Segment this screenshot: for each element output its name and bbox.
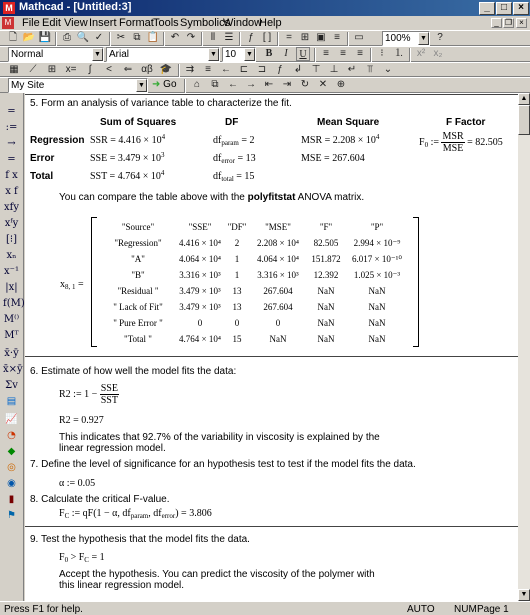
sst-exp: 4 xyxy=(160,169,165,177)
palette-cross-icon[interactable]: x̄×ȳ xyxy=(3,364,23,375)
sst-result[interactable] xyxy=(90,169,164,182)
otherwise-icon[interactable]: ⊐ xyxy=(257,64,267,75)
scroll-down-icon[interactable]: ▼ xyxy=(518,589,530,601)
r2-denominator: SST xyxy=(100,395,118,406)
formatting-toolbar xyxy=(0,46,530,62)
graph-toolbar-icon[interactable]: ⟋ xyxy=(29,64,37,75)
palette-dot-icon[interactable]: x̄·ȳ xyxy=(4,348,19,359)
break-icon[interactable]: ⊤ xyxy=(311,64,321,75)
palette-vector-field-icon[interactable]: ⚑ xyxy=(7,510,16,521)
matrix-cell-r6-c0: " Pure Error " xyxy=(113,318,163,328)
status-page: Page 1 xyxy=(477,604,509,615)
palette-inverse-icon[interactable]: x⁻¹ xyxy=(4,266,19,277)
go-label: Go xyxy=(163,79,177,90)
palette-xfy-icon[interactable]: xfy xyxy=(4,202,19,213)
df-param-sub: param xyxy=(221,139,239,147)
insert-unit-icon[interactable]: [ ] xyxy=(262,32,272,43)
palette-subscript-icon[interactable]: xₙ xyxy=(6,250,17,261)
matrix-cell-r7-c0: "Total " xyxy=(124,334,152,344)
test-subc: C xyxy=(84,556,89,564)
matrix-cell-r4-c2: 13 xyxy=(232,286,242,296)
italic-button[interactable]: I xyxy=(284,48,288,59)
compare-pre: You can compare the table above with the xyxy=(59,192,248,203)
resources-icon[interactable]: ▭ xyxy=(354,32,364,43)
font-size-select[interactable] xyxy=(222,47,256,62)
status-num: NUM xyxy=(454,604,477,615)
superscript-icon[interactable]: x² xyxy=(416,48,426,59)
status-mode: AUTO xyxy=(407,604,435,615)
save-icon[interactable]: 💾 xyxy=(38,32,52,43)
palette-polar-plot-icon[interactable]: ◔ xyxy=(7,430,16,441)
align-center-icon[interactable]: ≡ xyxy=(340,48,346,59)
matrix-cell-r6-c1: 0 xyxy=(197,318,203,328)
matrix-cell-r0-c3: "MSE" xyxy=(265,222,291,232)
font-size-value: 10 xyxy=(225,49,237,60)
compare-post: ANOVA matrix. xyxy=(295,192,365,203)
hypothesis-test[interactable] xyxy=(59,552,105,564)
spell-check-icon[interactable]: ✓ xyxy=(94,32,104,43)
menu-tools[interactable]: Tools xyxy=(153,17,179,29)
refresh-icon[interactable]: ↻ xyxy=(300,79,310,90)
palette-3d-bar-icon[interactable]: ▮ xyxy=(8,494,15,505)
palette-fx-icon[interactable]: f x xyxy=(5,170,18,181)
scroll-up-icon[interactable]: ▲ xyxy=(518,93,530,105)
standard-toolbar xyxy=(0,30,530,46)
return-icon[interactable]: ↵ xyxy=(347,64,357,75)
component-wizard-icon[interactable]: ▣ xyxy=(316,32,326,43)
df-error-result[interactable] xyxy=(213,153,256,165)
palette-contour-plot-icon[interactable]: ◎ xyxy=(7,462,16,473)
df-param-base: df xyxy=(213,135,222,146)
if-icon[interactable]: ⊏ xyxy=(239,64,249,75)
palette-equal-icon[interactable]: = xyxy=(7,106,16,117)
palette-column-icon[interactable]: M⁽⁾ xyxy=(3,314,20,325)
on-error-icon[interactable]: ⫪ xyxy=(367,64,373,75)
matrix-cell-r5-c4: NaN xyxy=(317,302,335,312)
while-icon[interactable]: ↲ xyxy=(293,64,303,75)
bullets-icon[interactable]: ⁝ xyxy=(380,48,384,59)
document-icon[interactable]: M xyxy=(2,17,14,29)
status-help: Press F1 for help. xyxy=(4,604,83,615)
f0-sub: 0 xyxy=(424,140,429,149)
copy-icon[interactable]: ⧉ xyxy=(133,32,141,43)
region-divider xyxy=(25,94,518,95)
calculus-toolbar-icon[interactable]: ∫ xyxy=(88,64,92,75)
matrix-cell-r6-c5: NaN xyxy=(368,318,386,328)
numbering-icon[interactable]: ⒈ xyxy=(394,48,404,59)
df-total-sub: total xyxy=(221,175,234,183)
test-mid: > F xyxy=(68,552,85,563)
doc-close-button[interactable]: × xyxy=(516,18,527,28)
col-f-factor: F Factor xyxy=(446,117,486,128)
palette-xy-plot-icon[interactable]: 📈 xyxy=(5,414,18,425)
accept-text-1: Accept the hypothesis. You can predict the viscosity of the polymer with xyxy=(59,569,375,580)
close-button[interactable]: × xyxy=(513,2,529,15)
title-bar xyxy=(0,0,530,16)
zoom-value: 100% xyxy=(385,33,411,44)
fc-mid: := qF(1 − α, df xyxy=(69,508,131,519)
r2-explanation-2: linear regression model. xyxy=(59,443,166,454)
col-mean-square: Mean Square xyxy=(317,117,380,128)
maximize-button[interactable]: □ xyxy=(496,2,512,15)
matrix-cell-r6-c3: 0 xyxy=(275,318,281,328)
matrix-eq: = xyxy=(75,279,84,290)
menu-bar xyxy=(0,16,530,30)
matrix-cell-r4-c5: NaN xyxy=(368,286,386,296)
new-document-icon[interactable]: 🗋 xyxy=(8,32,18,43)
palette-assign-icon[interactable]: = xyxy=(7,154,16,165)
style-select[interactable] xyxy=(8,47,104,62)
row-regression: Regression xyxy=(30,135,85,146)
bold-button[interactable]: B xyxy=(265,48,273,59)
matrix-cell-r6-c4: NaN xyxy=(317,318,335,328)
matrix-cell-r0-c2: "DF" xyxy=(227,222,247,232)
palette-transpose-icon[interactable]: Mᵀ xyxy=(4,330,19,341)
more-icon[interactable]: ⌄ xyxy=(383,64,393,75)
r2-def-lhs: R2 := 1 − xyxy=(59,388,100,400)
site-value: My Site xyxy=(11,80,45,91)
vertical-scrollbar[interactable] xyxy=(518,93,530,601)
matrix-cell-r2-c0: "A" xyxy=(131,254,145,264)
msr-exp: 4 xyxy=(375,133,380,141)
print-preview-icon[interactable]: 🔍 xyxy=(76,32,90,43)
align-down-icon[interactable]: ☰ xyxy=(224,32,234,43)
resources-toolbar xyxy=(0,77,530,93)
f0-numerator: MSR xyxy=(442,131,464,142)
doc-restore-button[interactable]: ❐ xyxy=(504,18,513,27)
boolean-toolbar-icon[interactable]: < xyxy=(106,64,112,75)
paste-icon[interactable]: 📋 xyxy=(146,32,160,43)
matrix-cell-r0-c0: "Source" xyxy=(121,222,155,232)
insert-hyperlink-icon[interactable]: ⊞ xyxy=(300,32,310,43)
minimize-button[interactable]: _ xyxy=(479,2,495,15)
df-total-val: = 15 xyxy=(233,171,255,182)
accept-text-2: this linear regression model. xyxy=(59,580,185,591)
df-param-val: = 2 xyxy=(238,135,255,146)
f0-result: = 82.505 xyxy=(464,136,503,148)
undo-icon[interactable]: ↶ xyxy=(170,32,180,43)
matrix-lhs[interactable] xyxy=(60,279,84,291)
matrix-cell-r5-c5: NaN xyxy=(368,302,386,312)
chevron-down-icon[interactable]: ▼ xyxy=(136,79,147,92)
palette-vectorize-icon[interactable]: f(M) xyxy=(3,298,25,309)
palette-surface-plot-icon[interactable]: ◆ xyxy=(7,446,16,457)
matrix-cell-r1-c4: 82.505 xyxy=(313,238,339,248)
site-select[interactable] xyxy=(8,78,148,93)
open-folder-icon[interactable]: 📂 xyxy=(22,32,36,43)
matrix-cell-r7-c2: 15 xyxy=(232,334,242,344)
ssr-exp: 4 xyxy=(161,133,166,141)
ssr-value: SSR = 4.416 × 10 xyxy=(90,135,162,146)
mathcad-app-icon[interactable]: M xyxy=(3,2,15,14)
greek-toolbar-icon[interactable]: αβ xyxy=(141,64,153,75)
menu-insert[interactable]: Insert xyxy=(89,17,117,29)
test-sub0: 0 xyxy=(64,556,69,564)
alpha-definition[interactable]: α := 0.05 xyxy=(59,478,96,489)
chevron-down-icon[interactable]: ▼ xyxy=(208,48,219,61)
math-toolbar xyxy=(0,62,530,77)
matrix-cell-r3-c4: 12.392 xyxy=(313,270,339,280)
local-assign-icon[interactable]: ← xyxy=(221,64,231,75)
page-back-icon[interactable]: ⇤ xyxy=(264,79,274,90)
dot-product-icon[interactable]: ⇉ xyxy=(185,64,195,75)
font-value: Arial xyxy=(109,49,130,60)
matrix-cell-r5-c2: 13 xyxy=(232,302,242,312)
section-7-heading: 7. Define the level of significance for an hypothesis test to test if the model fits the data. xyxy=(30,459,416,470)
palette-define-icon[interactable]: := xyxy=(5,122,18,133)
subscript-icon[interactable]: x₂ xyxy=(433,48,443,59)
zoom-select[interactable] xyxy=(382,31,430,46)
matrix-cell-r7-c5: NaN xyxy=(368,334,386,344)
col-df: DF xyxy=(225,117,239,128)
test-pre: F xyxy=(59,552,65,563)
f0-fraction xyxy=(441,131,464,154)
menu-help[interactable]: Help xyxy=(259,17,282,29)
palette-matrix-icon[interactable]: [⁝] xyxy=(6,234,17,245)
go-button[interactable] xyxy=(152,79,177,90)
matrix-cell-r3-c3: 3.316 × 10³ xyxy=(257,270,299,280)
align-right-icon[interactable]: ≡ xyxy=(357,48,363,59)
math-palette xyxy=(0,93,24,601)
matrix-cell-r4-c4: NaN xyxy=(317,286,335,296)
matrix-cell-r1-c3: 2.208 × 10⁴ xyxy=(257,238,299,248)
matrix-cell-r4-c3: 267.604 xyxy=(263,286,293,296)
chevron-down-icon[interactable]: ▼ xyxy=(418,32,429,45)
matrix-cell-r5-c3: 267.604 xyxy=(263,302,293,312)
matrix-cell-r2-c1: 4.064 × 10⁴ xyxy=(179,254,221,264)
style-value: Normal xyxy=(11,49,44,60)
matrix-cell-r5-c0: " Lack of Fit" xyxy=(113,302,163,312)
df-total-base: df xyxy=(213,171,222,182)
matrix-cell-r1-c2: 2 xyxy=(234,238,240,248)
palette-fx2-icon[interactable]: x f xyxy=(5,186,18,197)
matrix-cell-r2-c4: 151.872 xyxy=(311,254,341,264)
sse-exp: 3 xyxy=(161,151,165,159)
f0-assign: := xyxy=(428,136,442,148)
fc-sub: C xyxy=(64,512,70,520)
insert-function-icon[interactable]: ƒ xyxy=(248,32,254,43)
matrix-cell-r7-c1: 4.764 × 10⁴ xyxy=(179,334,221,344)
fc-definition[interactable] xyxy=(59,508,212,520)
sse-result[interactable] xyxy=(90,151,165,164)
matrix-cell-r2-c3: 4.064 × 10⁴ xyxy=(257,254,299,264)
f0-definition[interactable] xyxy=(419,131,503,154)
matrix-cell-r3-c1: 3.316 × 10³ xyxy=(179,270,221,280)
matrix-cell-r1-c0: "Regression" xyxy=(114,238,162,248)
matrix-lhs-var: x xyxy=(60,279,65,290)
mse-result[interactable]: MSE = 267.604 xyxy=(301,153,365,164)
matrix-cell-r4-c1: 3.479 × 10³ xyxy=(179,286,221,296)
r2-definition[interactable] xyxy=(59,383,119,406)
align-left-icon[interactable]: ≡ xyxy=(323,48,329,59)
msr-value: MSR = 2.208 × 10 xyxy=(301,135,376,146)
cut-icon[interactable]: ✂ xyxy=(116,32,126,43)
f0-denominator: MSE xyxy=(442,143,464,154)
go-arrow-icon: ➜ xyxy=(152,79,161,90)
fc-pre: F xyxy=(59,508,65,519)
matrix-cell-r1-c1: 4.416 × 10⁴ xyxy=(179,238,221,248)
underline-button[interactable]: U xyxy=(296,47,310,61)
print-icon[interactable]: ⎙ xyxy=(63,32,71,43)
scroll-thumb[interactable] xyxy=(518,105,530,135)
section-6-heading: 6. Estimate of how well the model fits the data: xyxy=(30,366,237,377)
calculator-toolbar-icon[interactable]: ▦ xyxy=(9,64,19,75)
palette-sum-icon[interactable]: Σv xyxy=(5,380,18,391)
region-divider xyxy=(25,526,518,527)
for-loop-icon[interactable]: ƒ xyxy=(277,64,283,75)
fc-mid2: , df xyxy=(148,508,162,519)
redo-icon[interactable]: ↷ xyxy=(186,32,196,43)
df-error-sub: error xyxy=(221,157,235,165)
fc-sub2: param xyxy=(130,512,149,520)
chevron-down-icon[interactable]: ▼ xyxy=(244,48,255,61)
matrix-cell-r7-c4: NaN xyxy=(317,334,335,344)
test-post: = 1 xyxy=(88,552,105,563)
matrix-lhs-sub: 8, 1 xyxy=(65,283,76,291)
evaluation-toolbar-icon[interactable]: x= xyxy=(65,64,77,75)
menu-symbolics[interactable]: Symbolics xyxy=(180,17,231,29)
matrix-cell-r4-c0: "Residual " xyxy=(117,286,159,296)
menu-file[interactable]: File xyxy=(22,17,40,29)
worksheet[interactable] xyxy=(25,93,518,601)
page-forward-icon[interactable]: ⇥ xyxy=(282,79,292,90)
doc-minimize-button[interactable]: _ xyxy=(491,18,502,28)
row-error: Error xyxy=(30,153,55,164)
palette-abs-icon[interactable]: |x| xyxy=(5,282,18,293)
help-icon[interactable]: ? xyxy=(437,32,443,43)
sse-value: SSE = 3.479 × 10 xyxy=(90,153,162,164)
ssr-result[interactable] xyxy=(90,133,165,146)
matrix-cell-r7-c3: NaN xyxy=(269,334,287,344)
region-divider xyxy=(25,356,518,357)
matrix-cell-r2-c5: 6.017 × 10⁻¹⁰ xyxy=(352,254,402,264)
matrix-cell-r1-c5: 2.994 × 10⁻⁹ xyxy=(353,238,401,248)
chevron-down-icon[interactable]: ▼ xyxy=(92,48,103,61)
r2-fraction xyxy=(100,383,119,406)
r2-result[interactable]: R2 = 0.927 xyxy=(59,415,104,426)
menu-view[interactable]: View xyxy=(64,17,88,29)
f0-lhs: F xyxy=(419,136,425,148)
compare-bold: polyfitstat xyxy=(247,192,296,203)
matrix-toolbar-icon[interactable]: ⊞ xyxy=(47,64,57,75)
calculate-worksheet-icon[interactable]: ≡ xyxy=(334,32,340,43)
matrix-cell-r0-c1: "SSE" xyxy=(188,222,212,232)
matrix-cell-r0-c5: "P" xyxy=(370,222,384,232)
matrix-cell-r3-c2: 1 xyxy=(234,270,240,280)
font-select[interactable] xyxy=(106,47,220,62)
matrix-right-bracket xyxy=(413,217,419,347)
menu-window[interactable]: Window xyxy=(223,17,263,29)
continue-icon[interactable]: ⊥ xyxy=(329,64,339,75)
section-9-heading: 9. Test the hypothesis that the model fits the data. xyxy=(30,534,250,545)
matrix-cell-r3-c0: "B" xyxy=(131,270,145,280)
stop-icon[interactable]: ✕ xyxy=(318,79,328,90)
symbolic-toolbar-icon[interactable]: 🎓 xyxy=(159,64,173,75)
msr-result[interactable] xyxy=(301,133,379,146)
menu-edit[interactable]: Edit xyxy=(42,17,61,29)
col-sum-of-squares: Sum of Squares xyxy=(100,117,177,128)
row-total: Total xyxy=(30,171,54,182)
programming-toolbar-icon[interactable]: ⇐ xyxy=(123,64,133,75)
compare-text xyxy=(59,192,364,203)
matrix-cell-r6-c2: 0 xyxy=(234,318,240,328)
status-bar xyxy=(0,601,530,615)
add-line-icon[interactable]: ≡ xyxy=(205,64,211,75)
matrix-cell-r2-c2: 1 xyxy=(234,254,240,264)
df-total-result[interactable] xyxy=(213,171,254,183)
matrix-cell-r0-c4: "F" xyxy=(319,222,333,232)
sst-value: SST = 4.764 × 10 xyxy=(90,171,161,182)
matrix-cell-r5-c1: 3.479 × 10³ xyxy=(179,302,221,312)
fc-post: ) = 3.806 xyxy=(175,508,212,519)
menu-format[interactable]: Format xyxy=(119,17,154,29)
forward-icon[interactable]: → xyxy=(246,79,256,90)
palette-arrow-icon[interactable]: → xyxy=(7,138,16,149)
copy-icon[interactable]: ⧉ xyxy=(211,79,219,90)
align-across-icon[interactable]: ⫴ xyxy=(210,32,216,43)
matrix-left-bracket xyxy=(91,217,97,347)
window-title: Mathcad - [Untitled:3] xyxy=(19,1,132,13)
palette-xfy2-icon[interactable]: xᶠy xyxy=(4,218,19,229)
section-5-heading: 5. Form an analysis of variance table to characterize the fit. xyxy=(30,98,292,109)
palette-3d-scatter-icon[interactable]: ◉ xyxy=(7,478,16,489)
globe-icon[interactable]: ⊕ xyxy=(336,79,346,90)
r2-numerator: SSE xyxy=(100,383,118,394)
calculate-icon[interactable]: = xyxy=(286,32,292,43)
df-error-val: = 13 xyxy=(234,153,256,164)
matrix-cell-r3-c5: 1.025 × 10⁻³ xyxy=(353,270,401,280)
df-error-base: df xyxy=(213,153,222,164)
home-icon[interactable]: ⌂ xyxy=(193,79,201,90)
back-icon[interactable]: ← xyxy=(228,79,238,90)
palette-graph-icon[interactable]: ▤ xyxy=(6,396,17,407)
section-8-heading: 8. Calculate the critical F-value. xyxy=(30,494,170,505)
df-param-result[interactable] xyxy=(213,135,254,147)
fc-sub3: error xyxy=(161,512,176,520)
r2-explanation-1: This indicates that 92.7% of the variability in viscosity is explained by the xyxy=(59,432,380,443)
